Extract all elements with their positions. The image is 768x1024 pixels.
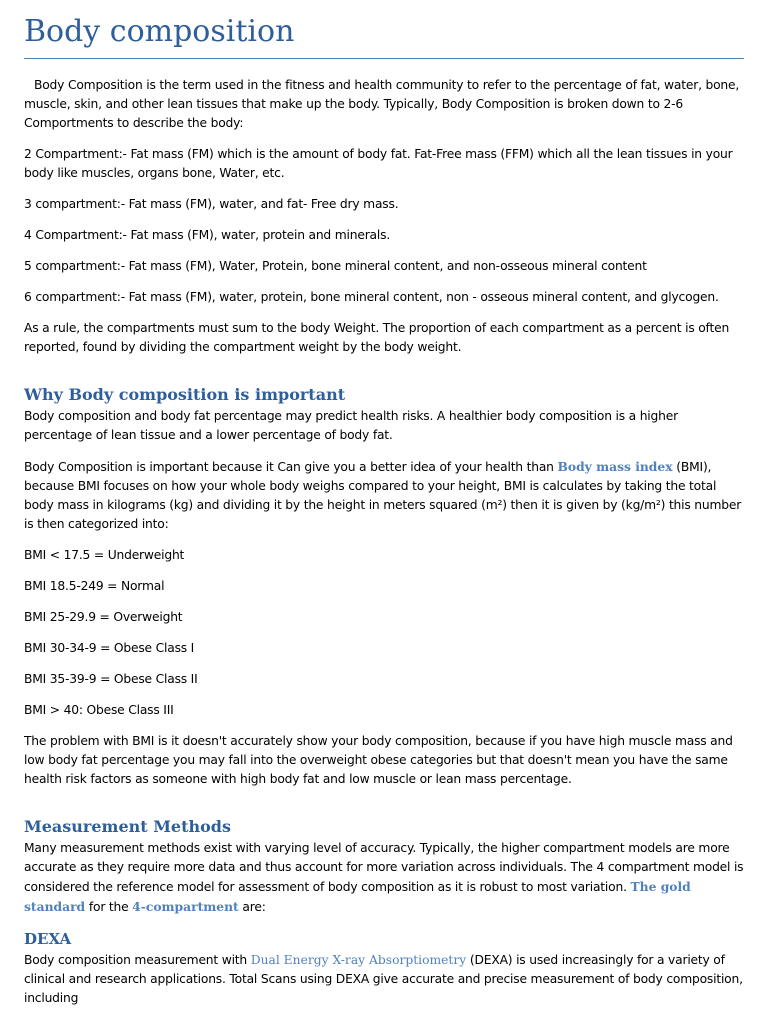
why-p2-text-before: Body Composition is important because it Can give you a better idea of your health than (24, 460, 558, 474)
dexa-heading: DEXA (24, 930, 72, 948)
bmi-category-obese-2: BMI 35-39-9 = Obese Class II (24, 672, 198, 686)
bmi-category-obese-3: BMI > 40: Obese Class III (24, 703, 174, 717)
document-body (24, 76, 744, 1020)
why-paragraph-1: Body composition and body fat percentage may predict health risks. A healthier body composition is a higher percentage of lean tissue and a lower percentage of body fat. (24, 409, 678, 442)
gold-standard-link[interactable]: The gold standard (24, 879, 691, 914)
title-underline (24, 58, 744, 59)
compartment-6-item: 6 compartment:- Fat mass (FM), water, protein, bone mineral content, non - osseous mineral content, and glycogen. (24, 290, 719, 304)
bmi-category-obese-1: BMI 30-34-9 = Obese Class I (24, 641, 195, 655)
dexa-link[interactable]: Dual Energy X-ray Absorptiometry (250, 953, 467, 967)
compartment-rule-paragraph: As a rule, the compartments must sum to the body Weight. The proportion of each compartment as a percent is often reported, found by dividing the compartment weight by the body weight. (24, 321, 730, 354)
why-paragraph-2 (24, 457, 744, 534)
dexa-text-before: Body composition measurement with (24, 953, 251, 967)
bmi-category-normal: BMI 18.5-249 = Normal (24, 579, 165, 593)
dexa-text-after: (DEXA) is used increasingly for a variety of clinical and research applications. Total Scans using DEXA give accurate and precise measurement of body composition, including (24, 953, 743, 1005)
methods-text-mid: for the (85, 900, 133, 914)
compartment-3-item: 3 compartment:- Fat mass (FM), water, and fat- Free dry mass. (24, 197, 399, 211)
intro-paragraph: Body Composition is the term used in the fitness and health community to refer to the percentage of fat, water, bone, muscle, skin, and other lean tissues that make up the body. Typically, Body Composition is broken down to 2-6 Comportments to describe the body: (24, 78, 740, 130)
bmi-category-overweight: BMI 25-29.9 = Overweight (24, 610, 183, 624)
methods-text-after: are: (238, 900, 266, 914)
bmi-problem-paragraph: The problem with BMI is it doesn't accurately show your body composition, because if you have high muscle mass and low body fat percentage you may fall into the overweight obese categories but that doesn't mean you have the same health risk factors as someone with high body fat and low muscle or lean mass percentage. (24, 734, 733, 786)
four-compartment-link[interactable]: 4-compartment (132, 899, 239, 914)
methods-paragraph (24, 839, 744, 917)
bmi-link[interactable]: Body mass index (557, 459, 673, 474)
why-heading: Why Body composition is important (24, 385, 346, 404)
bmi-category-underweight: BMI < 17.5 = Underweight (24, 548, 185, 562)
compartment-2-item: 2 Compartment:- Fat mass (FM) which is the amount of body fat. Fat-Free mass (FFM) which all the lean tissues in your body like muscles, organs bone, Water, etc. (24, 147, 733, 180)
why-p2-text-after: (BMI), because BMI focuses on how your whole body weighs compared to your height, BMI is calculates by taking the total body mass in kilograms (kg) and dividing it by the height in meters squared (m²) then it is given by (kg/m²) this number is then categorized into: (24, 460, 742, 531)
compartment-4-item: 4 Compartment:- Fat mass (FM), water, protein and minerals. (24, 228, 391, 242)
dexa-paragraph (24, 951, 744, 1008)
methods-text-before: Many measurement methods exist with varying level of accuracy. Typically, the higher compartment models are more accurate as they require more data and thus account for more variation across individuals. The 4 compartment model is considered the reference model for assessment of body composition as it is robust to most variation. (24, 841, 744, 894)
page-title: Body composition (24, 14, 295, 49)
compartment-5-item: 5 compartment:- Fat mass (FM), Water, Protein, bone mineral content, and non-osseous mineral content (24, 259, 647, 273)
methods-heading: Measurement Methods (24, 817, 231, 836)
